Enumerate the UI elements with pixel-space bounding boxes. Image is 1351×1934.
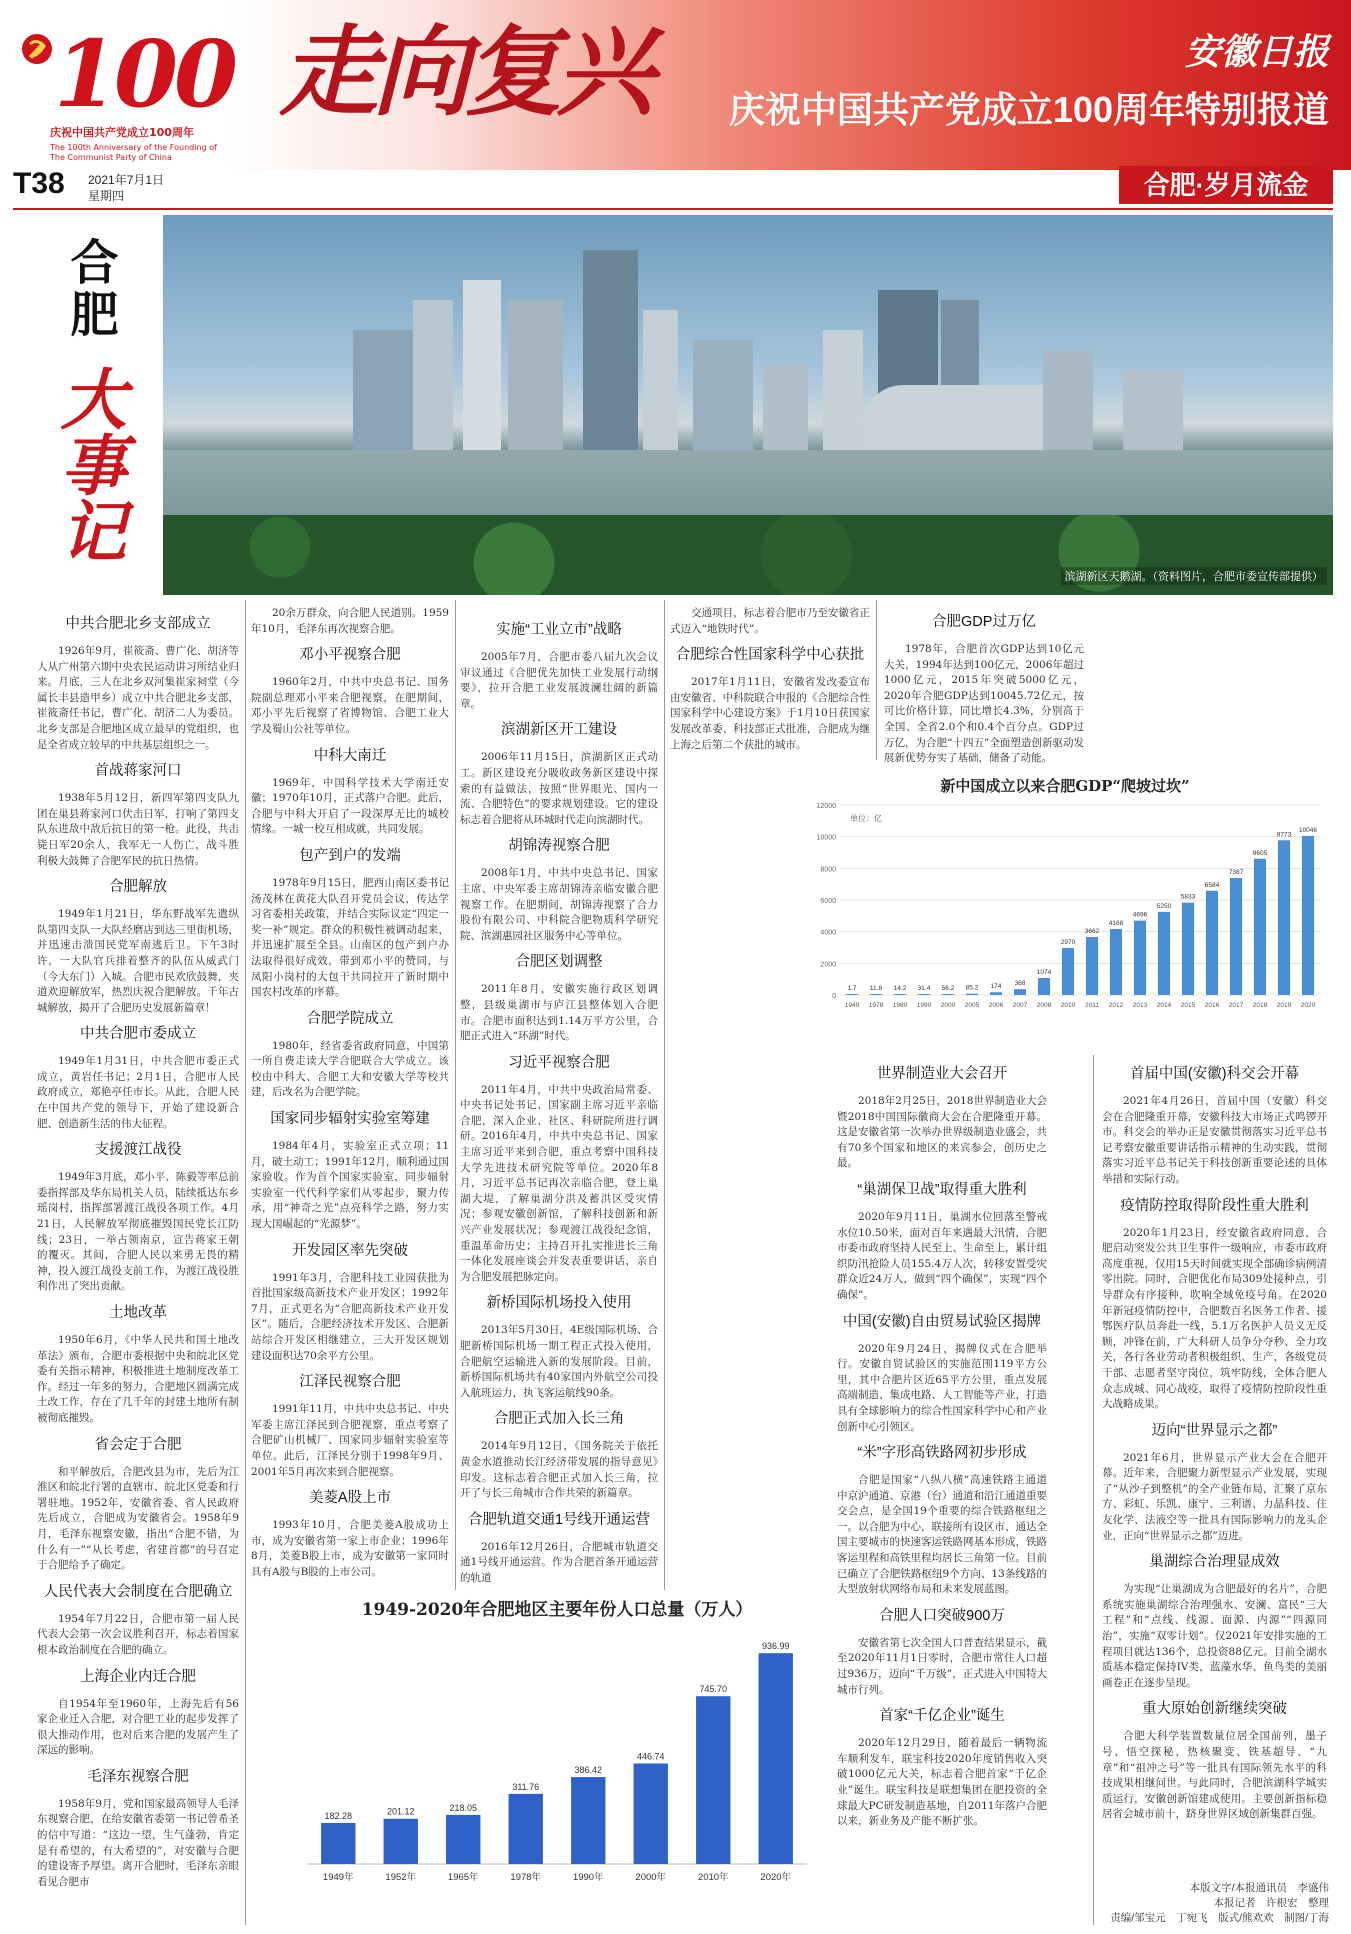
article-headline: 美菱A股上市 — [308, 1490, 392, 1507]
article-headline: 首届中国(安徽)科交会开幕 — [1129, 1066, 1300, 1082]
article-paragraph: 20余万群众，向合肥人民道别。1959年10月，毛泽东再次视察合肥。 — [251, 607, 449, 635]
gdp-bar — [1062, 948, 1074, 995]
article-headline: 中国(安徽)自由贸易试验区揭牌 — [842, 1313, 1042, 1330]
article-paragraph: 2020年9月24日，揭牌仪式在合肥举行。安徽自贸试验区的实施范围119平方公里，其中合肥片区近65平方公里，重点发展高端制造、集成电路、人工智能等产业，打造具有全球影响力的综合性国家科学中心和产业创新中心引领区。 — [837, 1342, 1047, 1433]
gdp-value-label: 1.7 — [847, 985, 857, 992]
building — [413, 300, 453, 450]
population-chart-title: 1949-2020年合肥地区主要年份人口总量（万人） — [361, 1600, 753, 1620]
gdp-bar — [990, 992, 1002, 995]
article-paragraph: 2017年1月11日，安徽省发改委宣布由安徽省、中科院联合申报的《合肥综合性国家科学中心建设方案》于1月10日获国家发展改革委、科技部正式批准，合肥成为继上海之后第二个获批的城市。 — [670, 676, 870, 751]
article-paragraph: 1960年2月，中共中央总书记、国务院副总理邓小平来合肥视察，在肥期间，邓小平先后视察了省博物馆、合肥工业大学及蜀山公社等单位。 — [251, 676, 449, 735]
y-tick-label: 12000 — [816, 803, 836, 810]
text-column-3 — [460, 614, 658, 1595]
column-rule — [876, 600, 877, 760]
article-paragraph: 2006年11月15日，滨湖新区正式动工。新区建设充分吸收政务新区建设中探索的有益做法，按照“世界眼光、国内一流、合肥特色”的要求规划建设。它的建设标志着合肥将从环城时代走向滨湖时代。 — [460, 751, 658, 826]
gdp-value-label: 3662 — [1084, 928, 1100, 936]
article-headline: 疫情防控取得阶段性重大胜利 — [1120, 1197, 1309, 1214]
gdp-chart — [800, 775, 1330, 1045]
building — [1043, 350, 1093, 450]
gdp-bar — [1134, 921, 1146, 995]
article-headline: 开发园区率先突破 — [292, 1242, 408, 1259]
article-headline: 中科大南迁 — [313, 747, 387, 764]
gdp-x-tick-label: 1980 — [892, 1002, 908, 1009]
article-paragraph: 1926年9月，崔筱斋、曹广化、胡济等人从广州第六期中央农民运动讲习所结业归来。月底，三人在北乡双河集崔家祠堂（今属长丰县造甲乡）成立中共合肥北乡支部，崔筱斋任书记，曹广化、胡济二人为委员。北乡支部是合肥地区成立最早的党组织，也是全省成立较早的中共基层组织之一。 — [37, 645, 239, 751]
gdp-value-label: 85.2 — [965, 984, 979, 992]
gdp-bar — [870, 994, 882, 995]
article-paragraph: 和平解放后，合肥改县为市，先后为江淮区和皖北行署的直辖市、皖北区党委和行署驻地。1952年，安徽省委、省人民政府先后成立，合肥成为安徽省会。1958年9月，毛泽东视察安徽，指出“合肥不错，为什么有一”“从长考虑，省建首都”的号召定于合肥给予了确定。 — [37, 1465, 239, 1572]
article-paragraph: 1949年3月底，邓小平、陈毅等率总前委指挥部及华东局机关人员，陆续抵达东乡瑶岗村，指挥部署渡江战役各项工作。4月21日，人民解放军彻底摧毁国民党长江防线；23日，一举占领南京，宣告蒋家王朝的覆灭。其间，合肥人民以来勇无畏的精神，投入渡江战役支前工作，为渡江战役胜利作出了突出贡献。 — [37, 1171, 239, 1293]
gdp-bar — [1254, 859, 1266, 995]
special-report-title: 庆祝中国共产党成立100周年特别报道 — [728, 89, 1329, 130]
column-rule — [245, 600, 246, 1925]
gdp-value-label: 4168 — [1108, 920, 1124, 928]
gdp-value-label: 174 — [990, 983, 1002, 991]
gdp-value-label: 1074 — [1036, 968, 1052, 976]
article-headline: 合肥综合性国家科学中心获批 — [675, 647, 865, 664]
gdp-value-label: 11.8 — [869, 985, 883, 992]
building — [1123, 370, 1183, 450]
gdp-x-tick-label: 2014 — [1156, 1002, 1172, 1009]
article-headline: 合肥GDP过万亿 — [932, 614, 1036, 630]
article-paragraph: 交通项目，标志着合肥市乃至安徽省正式迈入“地铁时代”。 — [670, 607, 870, 635]
logo-caption-en2: The Communist Party of China — [50, 153, 172, 162]
gdp-x-tick-label: 2006 — [988, 1002, 1004, 1009]
article-paragraph: 1954年7月22日，合肥市第一届人民代表大会第一次会议胜利召开，标志着国家根本政治制度在合肥的确立。 — [37, 1612, 239, 1656]
population-value-label: 201.12 — [386, 1806, 415, 1817]
gdp-bar — [1014, 989, 1026, 995]
population-bar — [509, 1794, 543, 1864]
article-headline: 中共合肥市委成立 — [80, 1026, 196, 1043]
article-paragraph: 自1954年至1960年，上海先后有56家企业迁入合肥，对合肥工业的起步发挥了很大推动作用，也对后来合肥的发展产生了深远的影响。 — [37, 1697, 239, 1757]
article-paragraph: 2008年1月，中共中央总书记、国家主席、中央军委主席胡锦涛亲临安徽合肥视察工作。在肥期间，胡锦涛视察了合力股份有限公司、中科院合肥物质科学研究院、滨湖惠园社区服务中心等单位。 — [460, 867, 658, 942]
column-rule — [664, 600, 665, 1590]
population-x-tick-label: 2020年 — [760, 1872, 792, 1883]
population-value-label: 745.70 — [699, 1684, 728, 1695]
gdp-x-tick-label: 1949 — [844, 1002, 860, 1009]
article-headline: 土地改革 — [109, 1305, 167, 1321]
gdp-bar — [1086, 937, 1098, 995]
gdp-bar — [966, 994, 978, 995]
article-paragraph: 2021年4月26日，首届中国（安徽）科交会在合肥隆重开幕，安徽科技大市场正式鸣锣开市。科交会的举办正是安徽贯彻落实习近平总书记考察安徽重要讲话指示精神的生动实践，贯彻落实习近平总书记关于科技创新重要论述的具体举措和实际行动。 — [1102, 1095, 1327, 1185]
article-headline: 实施“工业立市”战略 — [496, 622, 622, 638]
population-value-label: 446.74 — [636, 1751, 665, 1762]
column-rule — [1093, 1055, 1094, 1925]
population-x-tick-label: 1990年 — [572, 1872, 604, 1883]
gdp-bar — [1182, 903, 1194, 995]
article-headline: 省会定于合肥 — [94, 1436, 182, 1453]
gdp-value-label: 7387 — [1228, 869, 1244, 877]
gdp-bar — [1230, 878, 1242, 995]
article-headline: 巢湖综合治理显成效 — [1149, 1554, 1280, 1571]
population-bar — [384, 1819, 418, 1864]
population-bar — [446, 1815, 480, 1864]
population-chart-plot — [297, 1619, 817, 1899]
article-paragraph: 2020年9月11日，巢湖水位回落至警戒水位10.50米，面对百年来遇最大汛情，合肥市委市政府坚持人民至上、生命至上，累计组织防汛抢险人员155.4万人次，转移安置受灾群众近24万人，做到“四个确保”，实现“四个确保”。 — [837, 1210, 1047, 1301]
article-headline: 胡锦涛视察合肥 — [508, 838, 610, 855]
hero-photo — [163, 215, 1333, 595]
side-title-city: 合肥 — [63, 237, 116, 341]
population-value-label: 182.28 — [324, 1810, 353, 1821]
gdp-x-tick-label: 2017 — [1228, 1002, 1244, 1009]
gdp-x-tick-label: 2007 — [1012, 1002, 1028, 1009]
y-tick-label: 8000 — [820, 866, 836, 874]
population-bar — [696, 1696, 730, 1864]
gdp-x-tick-label: 2015 — [1180, 1002, 1196, 1009]
article-headline: 首战蒋家河口 — [94, 763, 182, 780]
gdp-x-tick-label: 1978 — [868, 1002, 884, 1009]
article-headline: 邓小平视察合肥 — [299, 647, 401, 664]
gdp-x-tick-label: 2008 — [1036, 1002, 1052, 1009]
article-headline: 支援渡江战役 — [94, 1142, 182, 1159]
article-paragraph: 为实现“让巢湖成为合肥最好的名片”，合肥系统实施巢湖综合治理强水、安澜、富民“三大工程”和“点线、线源、面源、内源”“四源同治”，实施“双零计划”。仅2021年安排实施的工程项目就达136个，总投资88亿元。目前全湖水质基本稳定保持IV类，蓝藻水华、鱼鸟类的美丽画卷正在逐步呈现。 — [1102, 1583, 1327, 1689]
gdp-x-tick-label: 2013 — [1132, 1002, 1148, 1009]
article-paragraph: 1950年6月，《中华人民共和国土地改革法》颁布，合肥市委根据中央和皖北区党委有关指示精神，积极推进土地制度改革工作。经过一年多的努力，合肥地区圆满完成土改工作，存在了几千年的封建土地所有制被彻底摧毁。 — [37, 1334, 239, 1424]
article-headline: 人民代表大会制度在合肥确立 — [43, 1583, 233, 1600]
article-paragraph: 1984年4月，实验室正式立项；11月，破土动工；1991年12月，顺利通过国家验收。作为首个国家实验室，同步辐射实验室一代代科学家们从零起步，聚力传承，用“神奇之光”点亮科学之路，努力实现大国崛起的“光源梦”。 — [251, 1140, 449, 1231]
article-headline: 上海企业内迁合肥 — [80, 1668, 196, 1685]
gdp-value-label: 31.4 — [917, 985, 931, 992]
credit-line: 本报记者 许根宏 整理 — [1213, 1897, 1329, 1909]
population-bar — [321, 1823, 355, 1864]
logo-caption-en: The 100th Anniversary of the Founding of — [50, 143, 217, 152]
gdp-value-label: 10046 — [1298, 826, 1318, 834]
credit-line: 责编/邹宝元 丁宛飞 版式/熊欢欢 制图/丁海 — [1110, 1912, 1329, 1924]
article-paragraph: 2005年7月，合肥市委八届九次会议审议通过《合肥优先加快工业发展行动纲要》，拉开合肥工业发展波澜壮阔的新篇章。 — [460, 651, 658, 710]
article-paragraph: 2011年8月，安徽实施行政区划调整，县级巢湖市与庐江县整体划入合肥市。合肥市面积达到1.14万平方公里，合肥正式进入“环湖”时代。 — [460, 983, 658, 1043]
article-paragraph: 1991年11月，中共中央总书记、中央军委主席江泽民到合肥视察，重点考察了合肥矿山机械厂、国家同步辐射实验室等单位。此后，江泽民分别于1998年9月、2001年5月再次来到合肥视察。 — [251, 1403, 449, 1478]
article-paragraph: 1978年9月15日，肥西山南区委书记汤茂林在黄花大队召开党员会议，传达学习省委相关政策，并结合实际议定“四定一奖一补”规定。群众的积极性被调动起来，并迅速扩展至全县。山南区的包产到户办法取得很好成效，带到邓小平的赞同，与凤阳小岗村的大包干共同拉开了新时期中国农村改革的序幕。 — [251, 876, 449, 999]
text-column-2 — [251, 606, 449, 1589]
building — [763, 365, 808, 450]
article-headline: 毛泽东视察合肥 — [87, 1768, 189, 1785]
article-headline: “巢湖保卫战”取得重大胜利 — [857, 1181, 1027, 1198]
article-headline: 合肥轨道交通1号线开通运营 — [467, 1511, 651, 1528]
masthead — [0, 0, 1351, 215]
gdp-x-tick-label: 2010 — [1060, 1002, 1076, 1009]
page-number: T38 — [13, 167, 65, 200]
gdp-x-tick-label: 1990 — [916, 1002, 932, 1009]
gdp-value-label: 56.2 — [941, 985, 955, 992]
population-value-label: 311.76 — [512, 1781, 540, 1792]
credits — [1059, 1881, 1329, 1926]
population-x-tick-label: 1952年 — [385, 1872, 417, 1883]
gdp-value-label: 4696 — [1132, 911, 1148, 919]
gdp-bar — [894, 994, 906, 995]
article-paragraph: 合肥大科学装置数量位居全国前列，墨子号、悟空探秘、热核聚变、铁基超导、“九章”和“祖冲之号”等一批具有国际领先水平的科技成果相继问世。与此同时，合肥滨湖科学城实质运行，安徽创新馆建成使用。主要创新指标稳居省会城市前十，跻身世界区域创新集群百强。 — [1102, 1730, 1327, 1821]
y-tick-label: 10000 — [816, 834, 836, 842]
photo-credit: 滨湖新区天鹅湖。（资料图片，合肥市委宣传部提供） — [1061, 567, 1328, 585]
lake — [163, 450, 1333, 525]
gdp-unit-label: 单位：亿 — [850, 814, 882, 823]
gdp-bar — [1206, 891, 1218, 995]
column-name: 走向复兴 — [280, 15, 649, 130]
gdp-value-label: 9773 — [1276, 831, 1292, 839]
gdp-x-tick-label: 2011 — [1085, 1002, 1099, 1009]
article-paragraph: 1991年3月，合肥科技工业园获批为首批国家级高新技术产业开发区；1992年7月，正式更名为“合肥高新技术产业开发区”。随后，合肥经济技术开发区、合肥新站综合开发区相继建立，三大开发区规划建设面积达70余平方公里。 — [251, 1271, 449, 1362]
y-tick-label: 0 — [832, 993, 836, 1000]
article-headline: 首家“千亿企业”诞生 — [879, 1708, 1005, 1725]
article-headline: 合肥学院成立 — [306, 1010, 394, 1027]
paper-name: 安徽日报 — [1184, 31, 1329, 73]
side-title-chronicle: 大事记 — [49, 365, 127, 563]
gdp-chart-plot — [800, 795, 1330, 1045]
logo-number: 100 — [54, 20, 235, 128]
article-paragraph: 1978年，合肥首次GDP达到10亿元大关，1994年达到100亿元，2006年超过1000亿元，2015年突破5000亿元，2020年合肥GDP达到10045.72亿元，按可比价格计算，同比增长4.3%，分别高于全国、全省2.0个和0.4个百分点。GDP过万亿，为合肥“十四五”全面塑造创新驱动发展新优势夯实了基础，储备了动能。 — [884, 643, 1084, 765]
population-value-label: 218.05 — [449, 1802, 478, 1813]
article-headline: 包产到户的发端 — [299, 847, 401, 864]
logo-caption-cn: 庆祝中国共产党成立100周年 — [50, 126, 194, 139]
text-column-1 — [37, 608, 239, 1898]
gdp-x-tick-label: 2018 — [1252, 1002, 1268, 1009]
article-paragraph: 2011年4月，中共中央政治局常委、中央书记处书记、国家副主席习近平亲临合肥，深入企业、社区、科研院所进行调研。2016年4月，中共中央总书记、国家主席习近平来到合肥，重点考察中国科技大学先进技术研究院等单位。2020年8月，习近平总书记再次亲临合肥，登上巢湖大堤，了解巢湖分洪及蓄洪区受灾情况；参观安徽创新馆，了解科技创新和新兴产业发展状况；参观渡江战役纪念馆，重温革命历史；主持召开扎实推进长三角一体化发展座谈会并发表重要讲话，亲自为合肥发展把脉定向。 — [460, 1083, 658, 1283]
article-headline: 滨湖新区开工建设 — [501, 722, 617, 739]
article-headline: 习近平视察合肥 — [508, 1054, 610, 1071]
gdp-value-label: 14.2 — [893, 985, 907, 992]
population-chart — [297, 1595, 817, 1900]
gdp-bar — [1038, 978, 1050, 995]
article-paragraph: 合肥是国家“八纵八横”高速铁路主通道中京沪通道、京港（台）通道和沿江通道重要交会点，是全国19个重要的综合铁路枢纽之一。以合肥为中心，联接所有设区市、通达全国主要城市的快速客运铁路网基本形成，铁路客运里程和高铁里程均居长三角第一位。目前已确立了合肥铁路枢纽9个方向、13条线路的大型放射状网络布局和未来发展蓝图。 — [837, 1474, 1047, 1596]
gdp-value-label: 5250 — [1156, 902, 1172, 910]
y-tick-label: 4000 — [820, 929, 836, 937]
article-paragraph: 1969年，中国科学技术大学南迁安徽；1970年10月，正式落户合肥。此后，合肥与中科大开启了一段深厚无比的城校情缘。一城一校互相成就，共同发展。 — [251, 776, 449, 836]
population-bar — [571, 1777, 605, 1864]
side-title — [13, 215, 161, 595]
population-x-tick-label: 1978年 — [510, 1872, 542, 1883]
gdp-x-tick-label: 2016 — [1204, 1002, 1220, 1009]
text-column-6b — [1102, 1058, 1327, 1831]
gdp-bar — [1278, 840, 1290, 995]
top-rule — [13, 208, 1333, 210]
gdp-bar — [1302, 836, 1314, 995]
gdp-value-label: 2970 — [1060, 938, 1076, 946]
gdp-value-label: 8605 — [1252, 849, 1268, 857]
column-rule — [455, 600, 456, 1590]
article-paragraph: 1949年1月31日，中共合肥市委正式成立，黄岩任书记；2月1日，合肥市人民政府成立，郑艳亭任市长。从此，合肥人民在中国共产党的领导下，开始了建设新合肥、创造新生活的伟大征程。 — [37, 1055, 239, 1130]
population-value-label: 936.99 — [761, 1641, 790, 1652]
article-paragraph: 安徽省第七次全国人口普查结果显示，截至2020年11月1日零时，合肥市常住人口超过936万，迈向“千万级”，正式进入中国特大城市行列。 — [837, 1636, 1047, 1696]
article-headline: 合肥解放 — [109, 879, 167, 896]
gdp-x-tick-label: 2005 — [964, 1002, 980, 1009]
article-headline: 新桥国际机场投入使用 — [486, 1295, 632, 1312]
gdp-bar — [1158, 912, 1170, 995]
building — [463, 280, 501, 450]
article-paragraph: 1949年1月21日，华东野战军先遣纵队第四支队一大队经磨店到达三里街机场，并迅速击溃国民党军南逃后卫。下午3时许，一大队官兵排着整齐的队伍从威武门（今大东门）入城。合肥市民欢欣鼓舞，夹道欢迎解放军，热烈庆祝合肥解放。千年古城解放，揭开了合肥历史发展新篇章！ — [37, 908, 239, 1014]
article-paragraph: 2014年9月12日，《国务院关于依托黄金水道推动长江经济带发展的指导意见》印发。这标志着合肥正式加入长三角，拉开了与长三角城市合作共荣的新篇章。 — [460, 1440, 658, 1500]
y-tick-label: 2000 — [820, 961, 836, 969]
gdp-x-tick-label: 2019 — [1276, 1002, 1292, 1009]
article-paragraph: 1980年，经省委省政府同意，中国第一所自费走读大学合肥联合大学成立。该校由中科大、合肥工大和安徽大学等校共建，后改名为合肥学院。 — [251, 1039, 449, 1099]
gdp-x-tick-label: 2012 — [1108, 1002, 1124, 1009]
article-headline: 中共合肥北乡支部成立 — [65, 616, 211, 632]
gdp-chart-title: 新中国成立以来合肥GDP“爬坡过坎” — [940, 777, 1190, 795]
gdp-x-tick-label: 2020 — [1300, 1002, 1316, 1009]
article-headline: 合肥人口突破900万 — [879, 1607, 1005, 1624]
section-tag: 合肥·岁月流金 — [1119, 166, 1333, 204]
article-headline: 合肥正式加入长三角 — [493, 1411, 625, 1428]
gdp-bar — [942, 994, 954, 995]
population-value-label: 386.42 — [574, 1765, 603, 1776]
credit-line: 本版文字/本报通讯员 李盛伟 — [1189, 1882, 1329, 1894]
population-x-tick-label: 1965年 — [447, 1872, 479, 1883]
article-paragraph: 1993年10月，合肥美菱A股成功上市，成为安徽省第一家上市企业；1996年8月，美菱B股上市，成为安徽第一家同时具有A股与B股的上市公司。 — [251, 1519, 449, 1578]
article-paragraph: 1938年5月12日，新四军第四支队九团在巢县蒋家河口伏击日军，打响了第四支队东进敌中敌后抗日的第一枪。此役，共击毙日军20余人，我军无一人伤亡，战斗胜利极大鼓舞了合肥军民的抗日热情。 — [37, 792, 239, 867]
population-x-tick-label: 1949年 — [322, 1872, 354, 1883]
gdp-bar — [846, 994, 858, 995]
article-headline: 重大原始创新继续突破 — [1142, 1701, 1287, 1718]
population-bar — [634, 1763, 668, 1864]
gdp-x-tick-label: 2000 — [940, 1002, 956, 1009]
article-paragraph: 2020年1月23日，经安徽省政府同意，合肥启动突发公共卫生事件一级响应，市委市政府高度重视，仅用15天时间就实现全部确诊病例清零出院。同时，合肥优化布局309处接种点，引导群众有序接种，吹响全域免疫号角。在2020年新冠疫情防控中，合肥数百名医务工作者、援鄂医疗队员奔赴一线，5.1万名医护人员义无反顾，冲锋在前，广大科研人员争分夺秒、全力攻关，各行各业劳动者积极组织、生产，各级党员干部、志愿者坚守岗位，筑牢防线，全体合肥人众志成城、同心战疫，取得了疫情防控阶段性重大战略成果。 — [1102, 1226, 1327, 1411]
article-headline: 江泽民视察合肥 — [299, 1374, 401, 1391]
article-paragraph: 2018年2月25日，2018世界制造业大会暨2018中国国际徽商大会在合肥隆重开幕。这是安徽省第一次举办世界级制造业盛会，共有70多个国家和地区的来宾参会，创历史之最。 — [837, 1095, 1047, 1170]
article-paragraph: 2020年12月29日，随着最后一辆物流车顺利发车，联宝科技2020年度销售收入突破1000亿元大关，标志着合肥首家“千亿企业”诞生。联宝科技是联想集团在肥投资的全球最大PC研发制造基地，自2011年落户合肥以来，新业务及产能不断扩张。 — [837, 1737, 1047, 1828]
issue-weekday: 星期四 — [88, 189, 125, 203]
article-paragraph: 2016年12月26日，合肥城市轨道交通1号线开通运营。作为合肥首条开通运营的轨道 — [460, 1540, 658, 1584]
article-paragraph: 1958年9月，党和国家最高领导人毛泽东视察合肥，在给安徽省委第一书记曾希圣的信中写道：“这边一望，生气蓬勃，肯定是有希望的，有大希望的”，对安徽与合肥的建设寄予厚望。离开合肥时，毛泽东亲眼看见合肥市 — [37, 1797, 239, 1888]
article-headline: “米”字形高铁路网初步形成 — [857, 1445, 1027, 1462]
population-x-tick-label: 2000年 — [635, 1872, 667, 1883]
gdp-value-label: 368 — [1014, 980, 1026, 988]
population-bar — [759, 1653, 793, 1864]
building — [583, 250, 638, 450]
building — [508, 300, 563, 450]
gdp-bar — [1110, 929, 1122, 995]
article-paragraph: 2013年5月30日，4E级国际机场、合肥新桥国际机场一期工程正式投入使用，合肥航空运输进入新的发展阶段。目前，新桥国际机场共有40家国内外航空公司投入航班运力，执飞客运航线90条。 — [460, 1324, 658, 1399]
article-headline: 世界制造业大会召开 — [876, 1066, 1008, 1082]
gdp-bar — [918, 994, 930, 995]
building — [823, 330, 863, 450]
y-tick-label: 6000 — [820, 898, 836, 905]
issue-date: 2021年7月1日 — [88, 173, 165, 187]
building — [643, 310, 678, 450]
centenary-logo — [20, 20, 235, 162]
article-headline: 国家同步辐射实验室筹建 — [270, 1111, 430, 1128]
building — [693, 340, 753, 450]
population-x-tick-label: 2010年 — [697, 1872, 729, 1883]
text-column-4 — [670, 606, 870, 761]
text-column-5 — [884, 606, 1084, 775]
text-column-4b — [837, 1058, 1047, 1838]
article-paragraph: 2021年6月，世界显示产业大会在合肥开幕。近年来，合肥聚力新型显示产业发展，实现了“从沙子到整机”的全产业链布局，汇聚了京东方、彩虹、乐凯、康宁、三利谱、力晶科技、住友化学、法液空等一批具有国际影响力的龙头企业，正向“世界显示之都”迈进。 — [1102, 1451, 1327, 1542]
gdp-value-label: 5833 — [1180, 893, 1196, 901]
gdp-value-label: 6584 — [1204, 881, 1220, 889]
article-headline: 合肥区划调整 — [515, 954, 603, 971]
party-emblem-icon — [20, 32, 54, 66]
article-headline: 迈向“世界显示之都” — [1151, 1422, 1278, 1439]
